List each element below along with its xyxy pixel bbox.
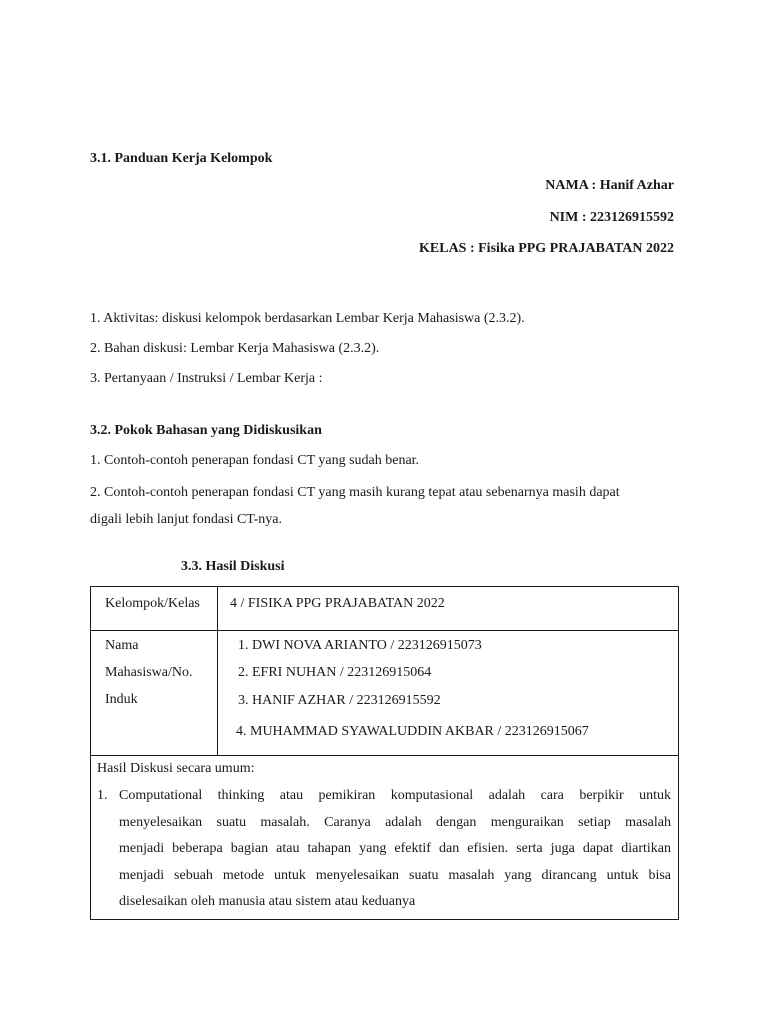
section-heading-hasil-diskusi: 3.3. Hasil Diskusi	[181, 559, 285, 574]
member-item: 3. HANIF AZHAR / 223126915592	[238, 693, 441, 708]
list-item-continuation: digali lebih lanjut fondasi CT-nya.	[90, 512, 282, 527]
table-row	[91, 631, 679, 756]
kelompok-kelas-value: 4 / FISIKA PPG PRAJABATAN 2022	[230, 596, 445, 611]
section-heading-panduan: 3.1. Panduan Kerja Kelompok	[90, 151, 273, 166]
student-name: NAMA : Hanif Azhar	[545, 178, 674, 193]
member-item: 2. EFRI NUHAN / 223126915064	[238, 665, 432, 680]
nama-label-line: Nama	[105, 638, 139, 653]
list-item: 1. Aktivitas: diskusi kelompok berdasarkan Lembar Kerja Mahasiswa (2.3.2).	[90, 311, 525, 326]
member-item: 1. DWI NOVA ARIANTO / 223126915073	[238, 638, 482, 653]
section-heading-pokok-bahasan: 3.2. Pokok Bahasan yang Didiskusikan	[90, 423, 322, 438]
nama-label-line: Induk	[105, 692, 138, 707]
table-cell-label	[91, 631, 218, 756]
table-cell-summary	[91, 756, 679, 920]
table-cell-label	[91, 587, 218, 631]
member-item: 4. MUHAMMAD SYAWALUDDIN AKBAR / 223126915067	[236, 724, 589, 739]
hasil-diskusi-table	[90, 586, 679, 920]
student-class: KELAS : Fisika PPG PRAJABATAN 2022	[419, 241, 674, 256]
summary-line: menyelesaikan suatu masalah. Caranya adalah dengan menguraikan setiap masalah	[119, 815, 671, 830]
nama-label-line: Mahasiswa/No.	[105, 665, 193, 680]
table-row	[91, 756, 679, 920]
summary-number: 1.	[97, 788, 108, 803]
kelompok-kelas-label: Kelompok/Kelas	[105, 596, 200, 611]
list-item: 3. Pertanyaan / Instruksi / Lembar Kerja :	[90, 371, 323, 386]
list-item: 1. Contoh-contoh penerapan fondasi CT yang sudah benar.	[90, 453, 420, 468]
table-cell-value	[218, 587, 679, 631]
summary-title: Hasil Diskusi secara umum:	[97, 761, 255, 776]
summary-line: diselesaikan oleh manusia atau sistem atau keduanya	[119, 894, 416, 909]
summary-line: menjadi beberapa bagian atau tahapan yang efektif dan efisien. serta juga dapat diartikan	[119, 841, 671, 856]
summary-line: menjadi sebuah metode untuk menyelesaikan suatu masalah yang dirancang untuk bisa	[119, 868, 671, 883]
summary-line: Computational thinking atau pemikiran komputasional adalah cara berpikir untuk	[119, 788, 671, 803]
table-row	[91, 587, 679, 631]
list-item: 2. Bahan diskusi: Lembar Kerja Mahasiswa (2.3.2).	[90, 341, 380, 356]
table-cell-members	[218, 631, 679, 756]
student-nim: NIM : 223126915592	[549, 210, 674, 225]
list-item: 2. Contoh-contoh penerapan fondasi CT yang masih kurang tepat atau sebenarnya masih dapat	[90, 485, 620, 500]
